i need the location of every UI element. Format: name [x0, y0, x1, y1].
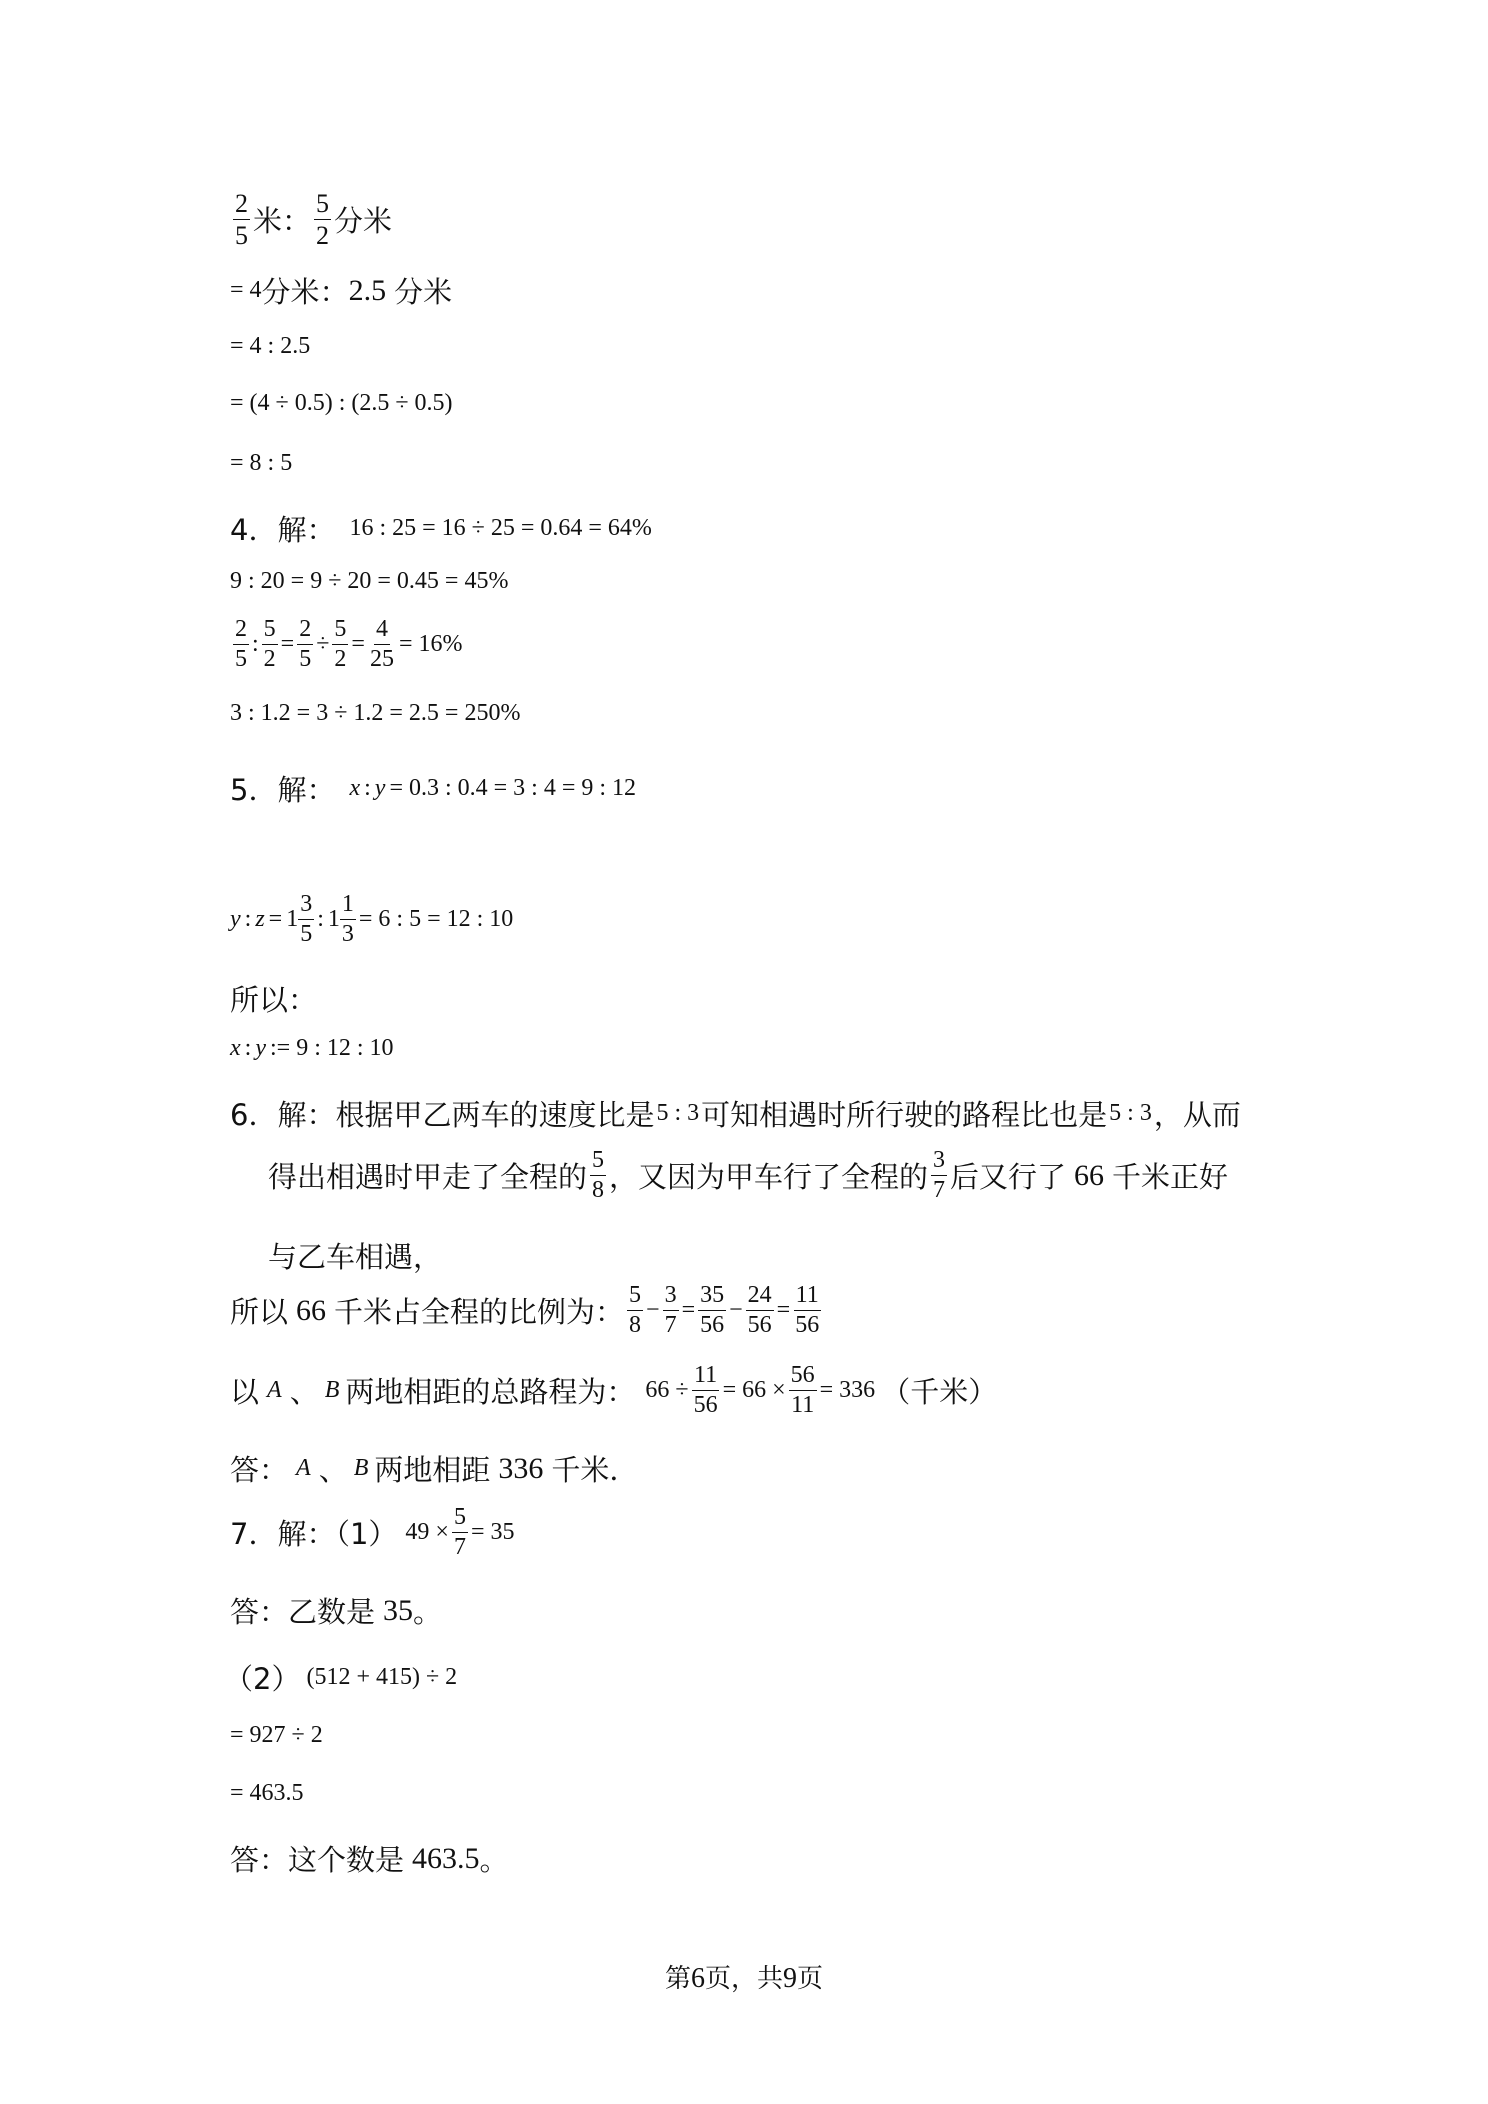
q5-line-1: 5．解： x : y = 0.3 : 0.4 = 3 : 4 = 9 : 12 — [230, 768, 636, 809]
fraction: $\frac{5}{8}$ — [629, 1282, 642, 1339]
q7-answer-2: 答：这个数是 463.5 。 — [230, 1841, 509, 1877]
fraction: $\frac{35}{56}$ — [700, 1282, 725, 1339]
question-label: 5．解： — [230, 773, 336, 807]
q5-line-3: 所以： — [230, 983, 318, 1017]
fraction: $\frac{3}{7}$ — [664, 1282, 677, 1339]
page-number: 6 — [690, 1963, 705, 1994]
q3-line-4: = (4 ÷ 0.5) : (2.5 ÷ 0.5) — [230, 390, 453, 416]
question-label: 7．解：（1） — [230, 1517, 398, 1552]
q7-part1: 7．解：（1） 49 × $\frac{5}{7}$ = 35 — [230, 1504, 515, 1561]
q4-line-4: 3 : 1.2 = 3 ÷ 1.2 = 2.5 = 250% — [230, 700, 521, 726]
q7-part2-line-2: = 927 ÷ 2 — [230, 1722, 323, 1748]
q6-answer: 答： A 、 B 两地相距 336 千米． — [230, 1451, 639, 1487]
fraction: $\frac{56}{11}$ — [790, 1362, 815, 1419]
fraction: $\frac{2}{5}$ — [235, 616, 247, 673]
fraction: $\frac{4}{25}$ — [369, 616, 394, 673]
q6-ratio-line: 所以 66 千米占全程的比例为： $\frac{5}{8}$ − $\frac{3}{7}$ = $\frac{35}{56}$ − $\frac{24}{56}$ = $\frac{11}{56}$ — [230, 1282, 820, 1339]
fraction: $\frac{11}{56}$ — [795, 1282, 820, 1339]
fraction: $\frac{2}{5}$ — [299, 616, 312, 673]
fraction: $\frac{5}{2}$ — [263, 616, 276, 673]
q5-line-4: x : y := 9 : 12 : 10 — [230, 1035, 394, 1061]
q3-line-2: = 4 分米： 2.5 分米 — [230, 273, 453, 309]
fraction: $\frac{5}{2}$ — [316, 189, 330, 251]
fraction: $\frac{3}{7}$ — [933, 1147, 946, 1204]
q7-answer-1: 答：乙数是 35 。 — [230, 1593, 443, 1629]
fraction: $\frac{1}{3}$ — [341, 891, 354, 948]
q3-line-1: $\frac{2}{5}$ 米： $\frac{5}{2}$ 分米 — [235, 189, 393, 251]
q4-line-2: 9 : 20 = 9 ÷ 20 = 0.45 = 45% — [230, 568, 509, 594]
q7-part2-line-3: = 463.5 — [230, 1780, 304, 1806]
page-total: 9 — [783, 1963, 797, 1994]
question-label: 6．解： — [230, 1098, 336, 1132]
fraction: $\frac{24}{56}$ — [747, 1282, 772, 1339]
fraction: $\frac{2}{5}$ — [235, 189, 248, 251]
q6-line-1: 6．解： 根据甲乙两车的速度比是 5 : 3 可知相遇时所行驶的路程比也是 5 : 3 ，从而 — [230, 1093, 1241, 1134]
fraction: $\frac{11}{56}$ — [693, 1362, 718, 1419]
q6-distance-line: 以 A 、 B 两地相距的总路程为： 66 ÷ $\frac{11}{56}$ = 66 × $\frac{56}{11}$ = 336 （千米） — [230, 1362, 998, 1419]
q3-line-5: = 8 : 5 — [230, 450, 293, 476]
page-footer: 第6页，共9页 — [664, 1963, 824, 1994]
q4-line-3: $\frac{2}{5}$ : $\frac{5}{2}$ = $\frac{2}{5}$ ÷ $\frac{5}{2}$ = $\frac{4}{25}$ = 16% — [235, 616, 463, 673]
q3-line-3: = 4 : 2.5 — [230, 333, 311, 359]
fraction: $\frac{5}{8}$ — [592, 1147, 605, 1204]
q7-part2: （2） (512 + 415) ÷ 2 — [224, 1662, 458, 1696]
q6-line-3: 与乙车相遇， — [268, 1240, 443, 1274]
fraction: $\frac{5}{2}$ — [334, 616, 347, 673]
q6-line-2: 得出相遇时甲走了全程的 $\frac{5}{8}$ ，又因为甲车行了全程的 $\frac{3}{7}$ 后又行了 66 千米正好 — [268, 1147, 1229, 1204]
q4-line-1: 4．解： 16 : 25 = 16 ÷ 25 = 0.64 = 64% — [230, 508, 652, 549]
question-label: 4．解： — [230, 513, 336, 547]
fraction: $\frac{5}{7}$ — [453, 1504, 466, 1561]
fraction: $\frac{3}{5}$ — [300, 891, 313, 948]
q5-line-2: y : z = 1 $\frac{3}{5}$ : 1 $\frac{1}{3}$ = 6 : 5 = 12 : 10 — [230, 891, 514, 948]
